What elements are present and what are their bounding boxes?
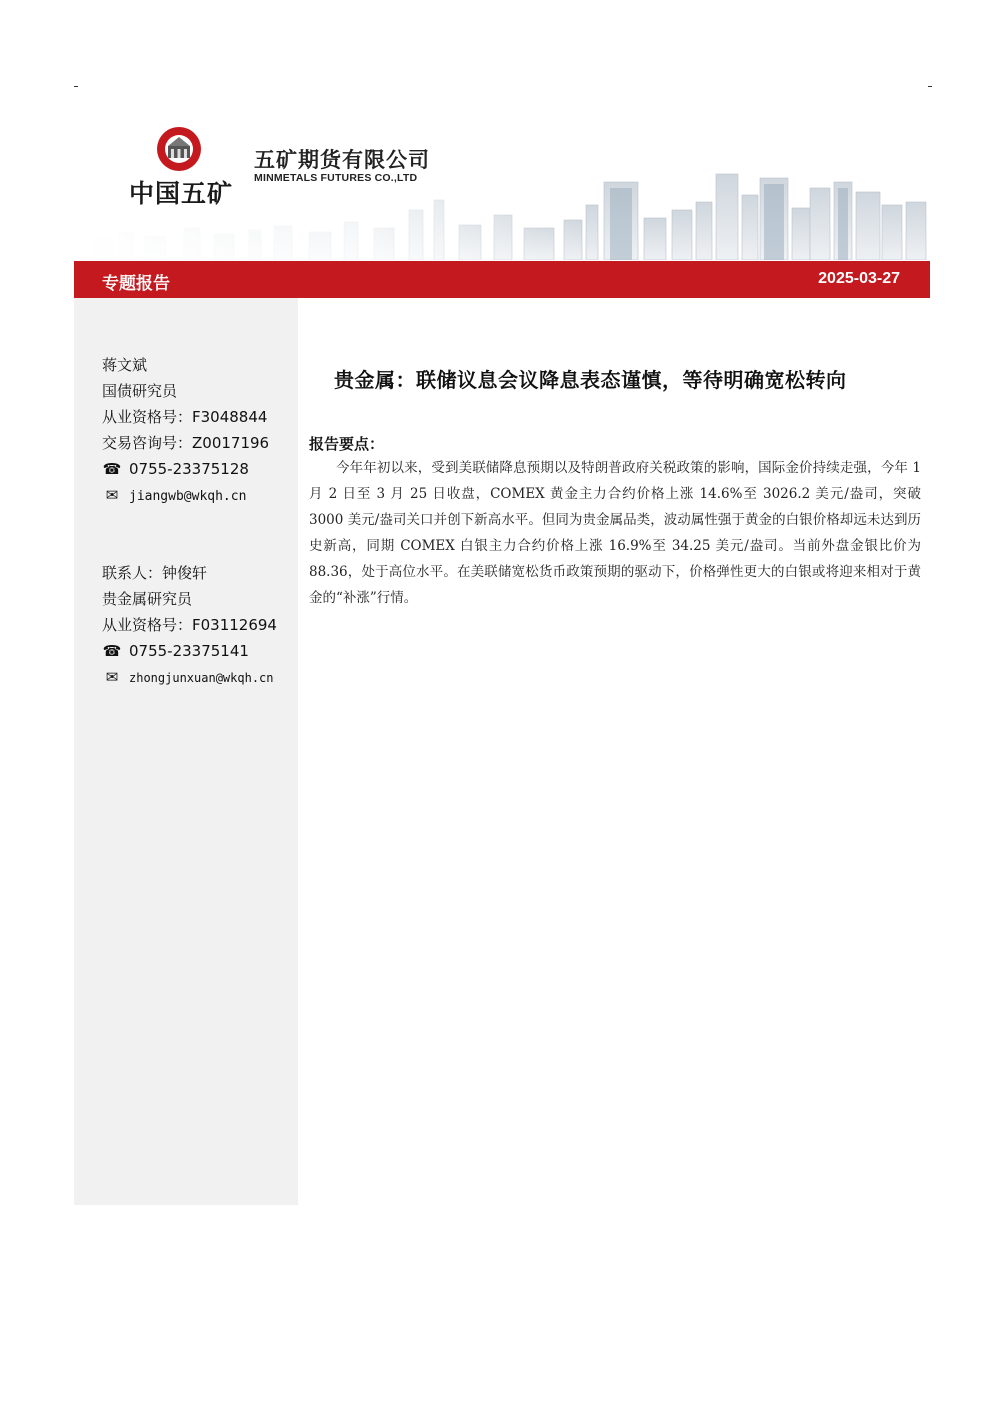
analyst-name: 蒋文斌 (102, 356, 148, 374)
analyst-email[interactable]: zhongjunxuan@wkqh.cn (129, 671, 274, 685)
analyst-email-row[interactable] (102, 482, 269, 508)
report-title: 贵金属：联储议息会议降息表态谨慎，等待明确宽松转向 (334, 368, 847, 392)
report-header (74, 110, 930, 260)
analyst-email[interactable]: jiangwb@wkqh.cn (129, 489, 247, 504)
analyst-phone-row (102, 456, 269, 482)
minmetals-emblem-icon (156, 126, 202, 172)
phone-icon: ☎ (102, 642, 122, 660)
analyst-card-1 (102, 352, 269, 508)
analyst-title: 国债研究员 (102, 382, 178, 400)
analyst-qualification: 从业资格号：F3048844 (102, 408, 268, 426)
envelope-icon: ✉ (105, 668, 119, 686)
analyst-phone: 0755-23375141 (129, 642, 249, 660)
analyst-title: 贵金属研究员 (102, 590, 193, 608)
analyst-consult-number: 交易咨询号：Z0017196 (102, 434, 270, 452)
report-banner (74, 261, 930, 298)
phone-icon: ☎ (102, 460, 122, 478)
analyst-email-row[interactable] (102, 664, 277, 690)
section-heading: 报告要点： (309, 435, 385, 453)
analyst-card-2 (102, 560, 277, 690)
report-date: 2025-03-27 (818, 270, 900, 287)
page-corner-mark-right (928, 86, 932, 87)
company-name-chinese: 五矿期货有限公司 (254, 148, 430, 172)
analyst-phone: 0755-23375128 (129, 460, 249, 478)
report-summary: 今年年初以来，受到美联储降息预期以及特朗普政府关税政策的影响，国际金价持续走强，今年 1 月 2 日至 3 月 25 日收盘，COMEX 黄金主力合约价格上涨 14.6%至 3026.2 美元/盎司，突破 3000 美元/盎司关口并创下新高水平。但同为贵金属品类，波动属性强于黄金的白银价格却远未达到历史新高，同期 COMEX 白银主力合约价格上涨 16.9%至 34.25 美元/盎司。当前外盘金银比价为 88.36，处于高位水平。在美联储宽松货币政策预期的驱动下，价格弹性更大的白银或将迎来相对于黄金的“补涨”行情。 (309, 460, 921, 606)
analyst-qualification: 从业资格号：F03112694 (102, 616, 277, 634)
company-name-english: MINMETALS FUTURES CO.,LTD (254, 172, 418, 184)
report-type-label: 专题报告 (102, 274, 170, 294)
contact-name: 联系人：钟俊轩 (102, 564, 208, 582)
logo-chinese-text: 中国五矿 (129, 179, 234, 208)
envelope-icon: ✉ (105, 486, 119, 504)
page-corner-mark-left (74, 86, 78, 87)
analyst-phone-row (102, 638, 277, 664)
